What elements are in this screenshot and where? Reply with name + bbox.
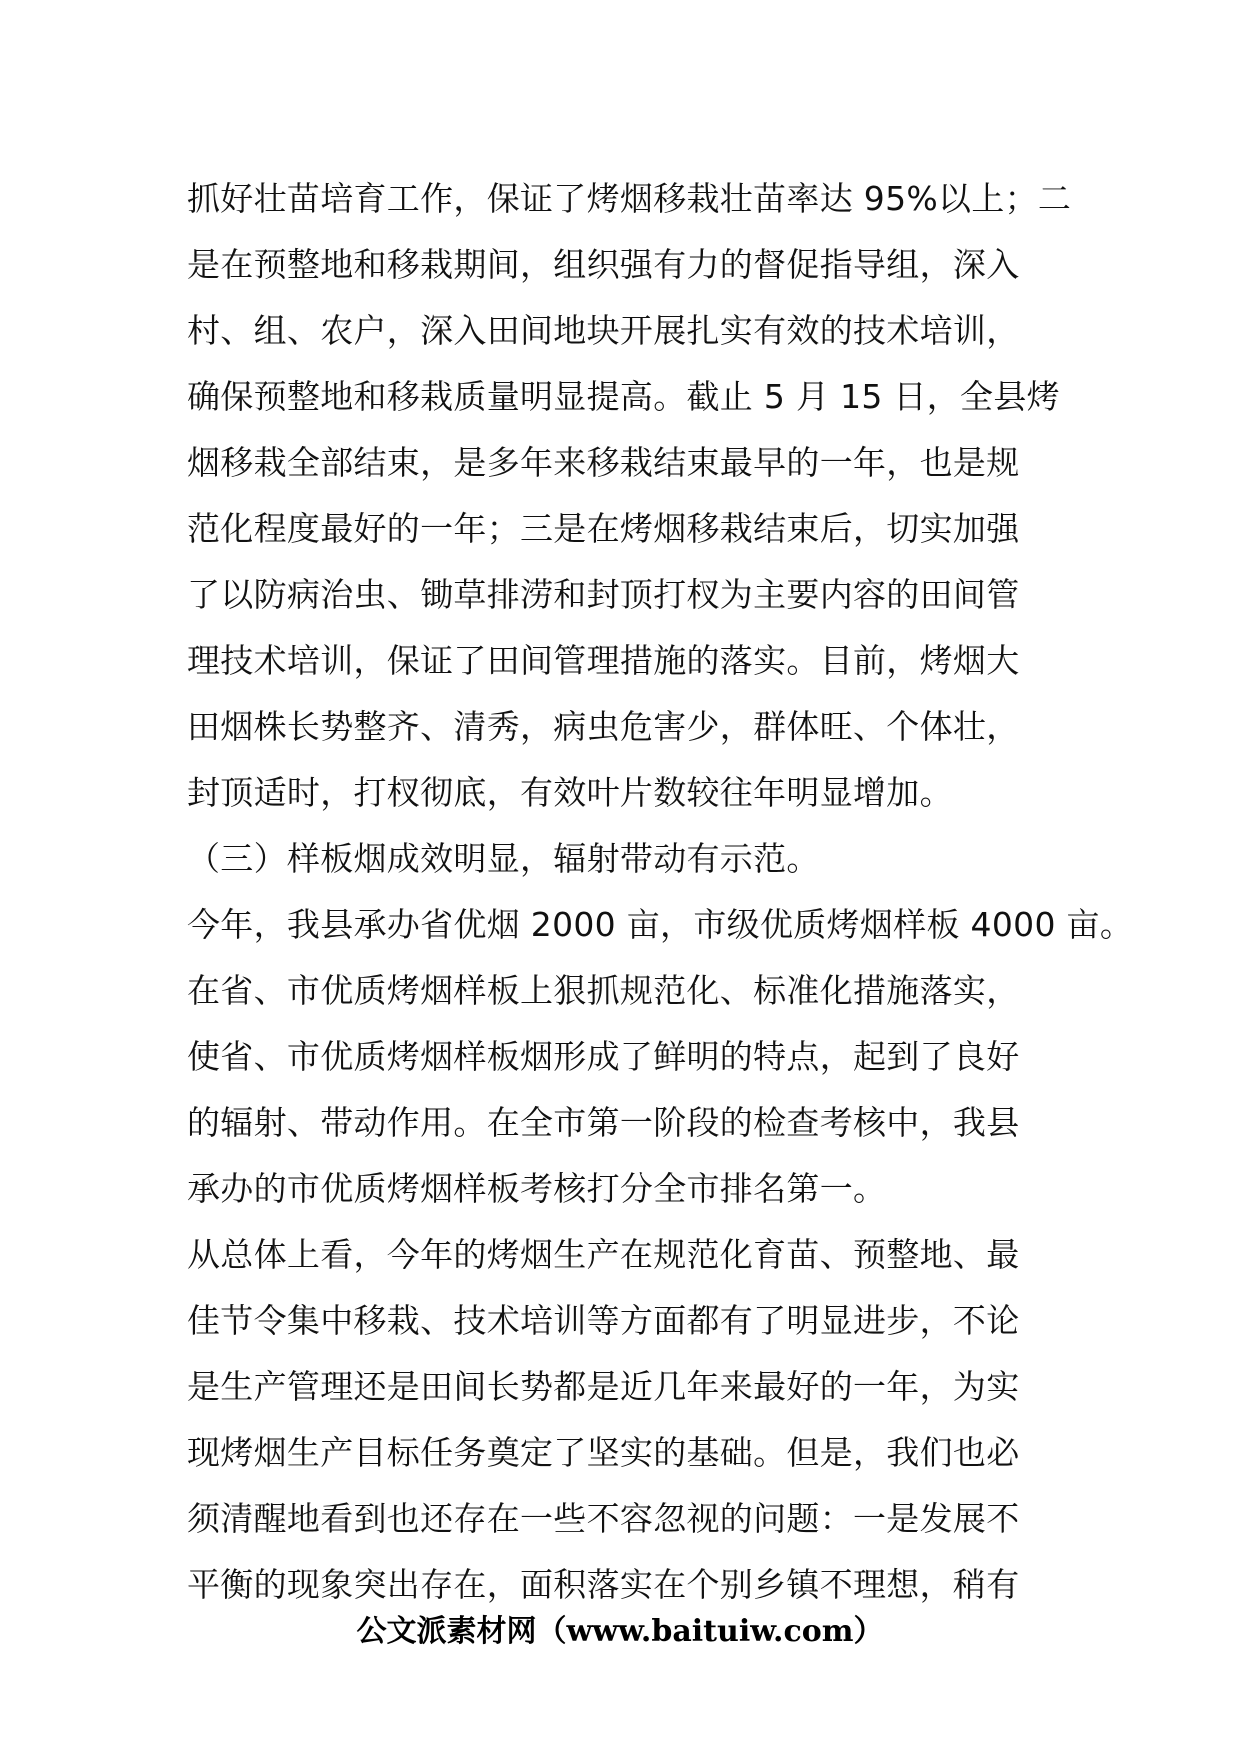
text-line: 是在预整地和移栽期间，组织强有力的督促指导组，深入 — [187, 245, 1020, 284]
text-line: 使省、市优质烤烟样板烟形成了鲜明的特点，起到了良好 — [187, 1037, 1020, 1076]
document-body — [187, 166, 1134, 1618]
text-line: 今年，我县承办省优烟 2000 亩，市级优质烤烟样板 4000 亩。 — [187, 905, 1134, 944]
text-line: 承办的市优质烤烟样板考核打分全市排名第一。 — [187, 1169, 887, 1208]
text-line: 村、组、农户，深入田间地块开展扎实有效的技术培训， — [187, 311, 1020, 350]
text-line: 的辐射、带动作用。在全市第一阶段的检查考核中，我县 — [187, 1103, 1020, 1142]
text-line: 理技术培训，保证了田间管理措施的落实。目前，烤烟大 — [187, 641, 1020, 680]
text-line: 现烤烟生产目标任务奠定了坚实的基础。但是，我们也必 — [187, 1433, 1020, 1472]
text-line: 在省、市优质烤烟样板上狠抓规范化、标准化措施落实， — [187, 971, 1020, 1010]
section-heading: （三）样板烟成效明显，辐射带动有示范。 — [187, 839, 820, 878]
page-footer-watermark: 公文派素材网（www.baituiw.com） — [356, 1614, 884, 1649]
text-line: 佳节令集中移栽、技术培训等方面都有了明显进步，不论 — [187, 1301, 1020, 1340]
text-line: 从总体上看，今年的烤烟生产在规范化育苗、预整地、最 — [187, 1235, 1020, 1274]
text-line: 平衡的现象突出存在，面积落实在个别乡镇不理想，稍有 — [187, 1565, 1020, 1604]
text-line: 是生产管理还是田间长势都是近几年来最好的一年，为实 — [187, 1367, 1020, 1406]
text-line: 须清醒地看到也还存在一些不容忽视的问题：一是发展不 — [187, 1499, 1020, 1538]
text-line: 烟移栽全部结束，是多年来移栽结束最早的一年，也是规 — [187, 443, 1020, 482]
text-line: 了以防病治虫、锄草排涝和封顶打杈为主要内容的田间管 — [187, 575, 1020, 614]
text-line: 田烟株长势整齐、清秀，病虫危害少，群体旺、个体壮， — [187, 707, 1020, 746]
text-line: 封顶适时，打杈彻底，有效叶片数较往年明显增加。 — [187, 773, 953, 812]
text-line: 抓好壮苗培育工作，保证了烤烟移栽壮苗率达 95%以上；二 — [187, 179, 1072, 218]
text-line: 确保预整地和移栽质量明显提高。截止 5 月 15 日，全县烤 — [187, 377, 1060, 416]
text-line: 范化程度最好的一年；三是在烤烟移栽结束后，切实加强 — [187, 509, 1020, 548]
